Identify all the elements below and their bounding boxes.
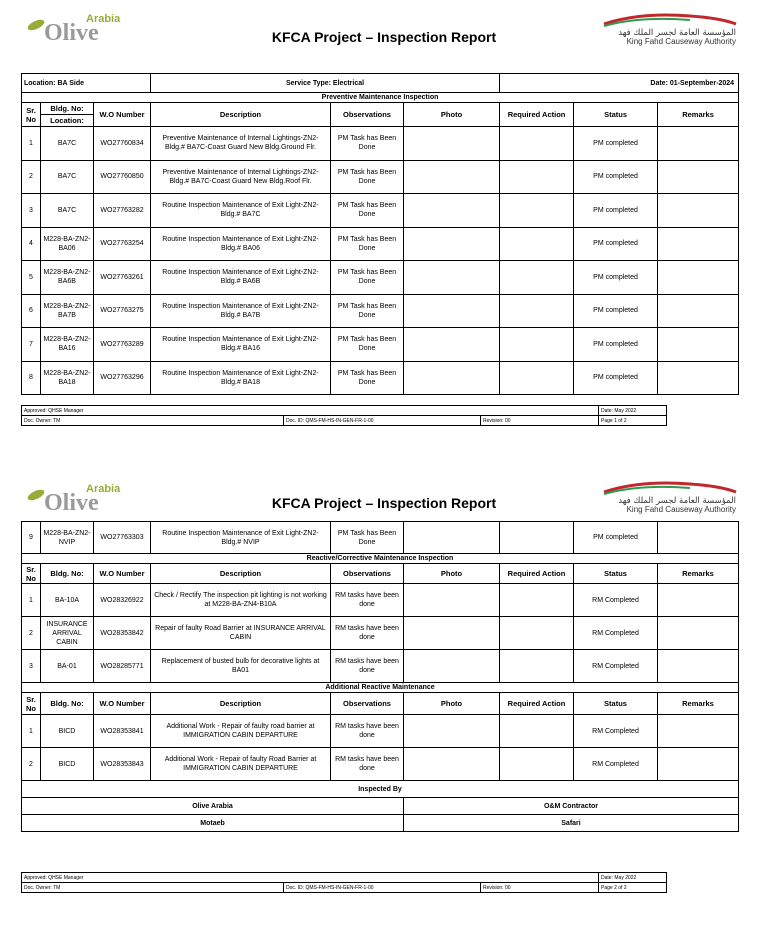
col-description: Description [151,693,331,715]
wo-number-cell: WO27763289 [94,328,151,362]
status-cell: PM completed [574,160,658,194]
observations-cell: PM Task has Been Done [331,194,404,228]
report-title: KFCA Project – Inspection Report [271,29,497,45]
col-bldg-no: Bldg. No: [41,564,94,584]
observations-cell: PM Task has Been Done [331,361,404,395]
table-row [22,294,739,328]
photo-cell [404,194,500,228]
bldg-no-cell: BICD [41,715,94,748]
table-row [22,617,739,650]
remarks-cell [658,328,739,362]
photo-cell [404,522,500,554]
sr-no-cell: 1 [22,127,41,161]
status-cell: RM Completed [574,584,658,617]
wo-number-cell: WO27760850 [94,160,151,194]
observations-cell: PM Task has Been Done [331,328,404,362]
sr-no-cell: 3 [22,194,41,228]
description-cell: Check / Rectify The inspection pit lighting is not working at M228-BA-ZN4-B10A [151,584,331,617]
contractor-name: Safari [404,815,739,832]
inspection-table-page-2 [21,521,739,832]
report-title: KFCA Project – Inspection Report [271,495,497,511]
page2-rows [22,522,739,832]
photo-cell [404,748,500,781]
col-wo-number: W.O Number [94,103,151,127]
photo-cell [404,261,500,295]
photo-cell [404,361,500,395]
col-photo: Photo [404,103,500,127]
section-title-reactive: Reactive/Corrective Maintenance Inspection [22,554,739,564]
required-action-cell [500,127,574,161]
photo-cell [404,617,500,650]
footer-revision: Revision: 00 [481,416,599,426]
bldg-no-cell: BA-01 [41,650,94,683]
wo-number-cell: WO28353841 [94,715,151,748]
table-row [22,328,739,362]
description-cell: Routine Inspection Maintenance of Exit Light-ZN2-Bldg.# BA7C [151,194,331,228]
svg-text:Olive: Olive [44,490,99,516]
remarks-cell [658,361,739,395]
wo-number-cell: WO28353842 [94,617,151,650]
table-row [22,160,739,194]
required-action-cell [500,261,574,295]
wo-number-cell: WO27763261 [94,261,151,295]
required-action-cell [500,748,574,781]
table-row [22,127,739,161]
col-remarks: Remarks [658,103,739,127]
bldg-no-cell: INSURANCE ARRIVAL CABIN [41,617,94,650]
col-sr-no: Sr. No [22,693,41,715]
wo-number-cell: WO27763303 [94,522,151,554]
description-cell: Routine Inspection Maintenance of Exit Light-ZN2-Bldg.# BA7B [151,294,331,328]
kfca-logo [600,480,740,514]
col-photo: Photo [404,564,500,584]
observations-cell: PM Task has Been Done [331,294,404,328]
required-action-cell [500,522,574,554]
photo-cell [404,715,500,748]
col-location: Location: [41,115,94,127]
footer-page: Page 2 of 2 [599,883,667,893]
status-cell: PM completed [574,328,658,362]
required-action-cell [500,617,574,650]
inspection-table-page-1 [21,73,739,395]
wo-number-cell: WO27763275 [94,294,151,328]
photo-cell [404,328,500,362]
footer-approved: Approved: QHSE Manager [22,406,599,416]
col-sr-no: Sr. No [22,103,41,127]
footer-page: Page 1 of 2 [599,416,667,426]
sr-no-cell: 8 [22,361,41,395]
sr-no-cell: 4 [22,227,41,261]
observations-cell: PM Task has Been Done [331,127,404,161]
remarks-cell [658,227,739,261]
wo-number-cell: WO27763296 [94,361,151,395]
description-cell: Replacement of busted bulb for decorative lights at BA01 [151,650,331,683]
kfca-logo [600,12,740,46]
sr-no-cell: 7 [22,328,41,362]
observations-cell: PM Task has Been Done [331,261,404,295]
footer-date: Date: May 2022 [599,873,667,883]
wo-number-cell: WO28285771 [94,650,151,683]
col-description: Description [151,564,331,584]
required-action-cell [500,294,574,328]
description-cell: Routine Inspection Maintenance of Exit Light-ZN2-Bldg.# BA06 [151,227,331,261]
bldg-no-cell: M228-BA-ZN2-BA18 [41,361,94,395]
description-cell: Routine Inspection Maintenance of Exit Light-ZN2-Bldg.# BA16 [151,328,331,362]
bldg-no-cell: BICD [41,748,94,781]
sr-no-cell: 2 [22,160,41,194]
section-title-additional: Additional Reactive Maintenance [22,683,739,693]
observations-cell: RM tasks have been done [331,650,404,683]
col-observations: Observations [331,564,404,584]
status-cell: PM completed [574,194,658,228]
table-row [22,261,739,295]
remarks-cell [658,294,739,328]
inspector-name: Motaeb [22,815,404,832]
inspector-company: Olive Arabia [22,798,404,815]
required-action-cell [500,584,574,617]
remarks-cell [658,160,739,194]
table-row [22,361,739,395]
observations-cell: PM Task has Been Done [331,522,404,554]
table-row [22,522,739,554]
svg-text:Arabia: Arabia [86,13,121,25]
bldg-no-cell: BA7C [41,127,94,161]
bldg-no-cell: M228-BA-ZN2-BA6B [41,261,94,295]
bldg-no-cell: BA-10A [41,584,94,617]
col-status: Status [574,103,658,127]
footer-doc-id: Doc. ID: QMS-FM-HS-IN-GEN-FR-1-00 [284,416,481,426]
col-required-action: Required Action [500,564,574,584]
svg-text:Olive: Olive [44,20,99,46]
description-cell: Routine Inspection Maintenance of Exit Light-ZN2-Bldg.# BA6B [151,261,331,295]
sr-no-cell: 9 [22,522,41,554]
col-sr-no: Sr. No [22,564,41,584]
required-action-cell [500,361,574,395]
wo-number-cell: WO27763254 [94,227,151,261]
location-label: Location: BA Side [22,74,151,93]
table-row [22,650,739,683]
inspected-by-label: Inspected By [22,781,739,798]
col-remarks: Remarks [658,693,739,715]
col-observations: Observations [331,693,404,715]
report-date: Date: 01-September-2024 [500,74,739,93]
sr-no-cell: 6 [22,294,41,328]
photo-cell [404,584,500,617]
wo-number-cell: WO28353843 [94,748,151,781]
description-cell: Routine Inspection Maintenance of Exit Light-ZN2-Bldg.# BA18 [151,361,331,395]
status-cell: RM Completed [574,715,658,748]
table-row [22,194,739,228]
footer-date: Date: May 2022 [599,406,667,416]
wo-number-cell: WO28326922 [94,584,151,617]
description-cell: Additional Work - Repair of faulty Road Barrier at IMMIGRATION CABIN DEPARTURE [151,748,331,781]
wo-number-cell: WO27760834 [94,127,151,161]
col-required-action: Required Action [500,693,574,715]
required-action-cell [500,328,574,362]
remarks-cell [658,584,739,617]
description-cell: Additional Work - Repair of faulty road barrier at IMMIGRATION CABIN DEPARTURE [151,715,331,748]
section-title-preventive: Preventive Maintenance Inspection [22,93,739,103]
svg-text:Arabia: Arabia [86,483,121,495]
status-cell: RM Completed [574,650,658,683]
remarks-cell [658,127,739,161]
svg-text:المؤسسة العامة لجسر الملك فهد: المؤسسة العامة لجسر الملك فهد [618,28,736,38]
status-cell: PM completed [574,294,658,328]
footer-owner: Doc. Owner: TM [22,416,284,426]
bldg-no-cell: M228-BA-ZN2-NVIP [41,522,94,554]
required-action-cell [500,194,574,228]
bldg-no-cell: M228-BA-ZN2-BA06 [41,227,94,261]
status-cell: PM completed [574,522,658,554]
required-action-cell [500,650,574,683]
footer-approved: Approved: QHSE Manager [22,873,599,883]
sr-no-cell: 1 [22,715,41,748]
observations-cell: PM Task has Been Done [331,227,404,261]
photo-cell [404,227,500,261]
footer-doc-id: Doc. ID: QMS-FM-HS-IN-GEN-FR-1-00 [284,883,481,893]
description-cell: Preventive Maintenance of Internal Lightings-ZN2-Bldg.# BA7C-Coast Guard New Bldg.Ground Flr. [151,127,331,161]
observations-cell: RM tasks have been done [331,715,404,748]
sr-no-cell: 2 [22,748,41,781]
doc-footer-page-1 [21,405,667,426]
remarks-cell [658,522,739,554]
status-cell: PM completed [574,361,658,395]
remarks-cell [658,715,739,748]
sr-no-cell: 5 [22,261,41,295]
sr-no-cell: 2 [22,617,41,650]
status-cell: RM Completed [574,748,658,781]
description-cell: Preventive Maintenance of Internal Lightings-ZN2-Bldg.# BA7C-Coast Guard New Bldg.Roof Flr. [151,160,331,194]
col-status: Status [574,693,658,715]
col-wo-number: W.O Number [94,693,151,715]
remarks-cell [658,261,739,295]
observations-cell: RM tasks have been done [331,617,404,650]
footer-owner: Doc. Owner: TM [22,883,284,893]
observations-cell: PM Task has Been Done [331,160,404,194]
status-cell: PM completed [574,127,658,161]
required-action-cell [500,715,574,748]
wo-number-cell: WO27763282 [94,194,151,228]
sr-no-cell: 1 [22,584,41,617]
bldg-no-cell: M228-BA-ZN2-BA16 [41,328,94,362]
doc-footer-page-2 [21,872,667,893]
col-remarks: Remarks [658,564,739,584]
col-status: Status [574,564,658,584]
remarks-cell [658,617,739,650]
contractor-company: O&M Contractor [404,798,739,815]
observations-cell: RM tasks have been done [331,584,404,617]
report-page-2 [0,474,768,932]
svg-text:المؤسسة العامة لجسر الملك فهد: المؤسسة العامة لجسر الملك فهد [618,496,736,506]
service-type-label: Service Type: Electrical [151,74,500,93]
col-description: Description [151,103,331,127]
table-row [22,584,739,617]
col-observations: Observations [331,103,404,127]
description-cell: Repair of faulty Road Barrier at INSURANCE ARRIVAL CABIN [151,617,331,650]
remarks-cell [658,748,739,781]
description-cell: Routine Inspection Maintenance of Exit Light-ZN2-Bldg.# NVIP [151,522,331,554]
bldg-no-cell: BA7C [41,194,94,228]
status-cell: PM completed [574,227,658,261]
photo-cell [404,127,500,161]
col-photo: Photo [404,693,500,715]
observations-cell: RM tasks have been done [331,748,404,781]
table-row [22,748,739,781]
sr-no-cell: 3 [22,650,41,683]
status-cell: PM completed [574,261,658,295]
required-action-cell [500,160,574,194]
photo-cell [404,294,500,328]
required-action-cell [500,227,574,261]
table-row [22,227,739,261]
photo-cell [404,650,500,683]
col-bldg-no: Bldg. No: [41,693,94,715]
footer-revision: Revision: 00 [481,883,599,893]
photo-cell [404,160,500,194]
remarks-cell [658,650,739,683]
bldg-no-cell: M228-BA-ZN2-BA7B [41,294,94,328]
svg-text:King Fahd Causeway Authority: King Fahd Causeway Authority [626,37,736,46]
table-row [22,715,739,748]
svg-text:King Fahd Causeway Authority: King Fahd Causeway Authority [626,505,736,514]
col-required-action: Required Action [500,103,574,127]
col-bldg-no: Bldg. No: [41,103,94,115]
status-cell: RM Completed [574,617,658,650]
preventive-rows [22,127,739,395]
col-wo-number: W.O Number [94,564,151,584]
remarks-cell [658,194,739,228]
bldg-no-cell: BA7C [41,160,94,194]
